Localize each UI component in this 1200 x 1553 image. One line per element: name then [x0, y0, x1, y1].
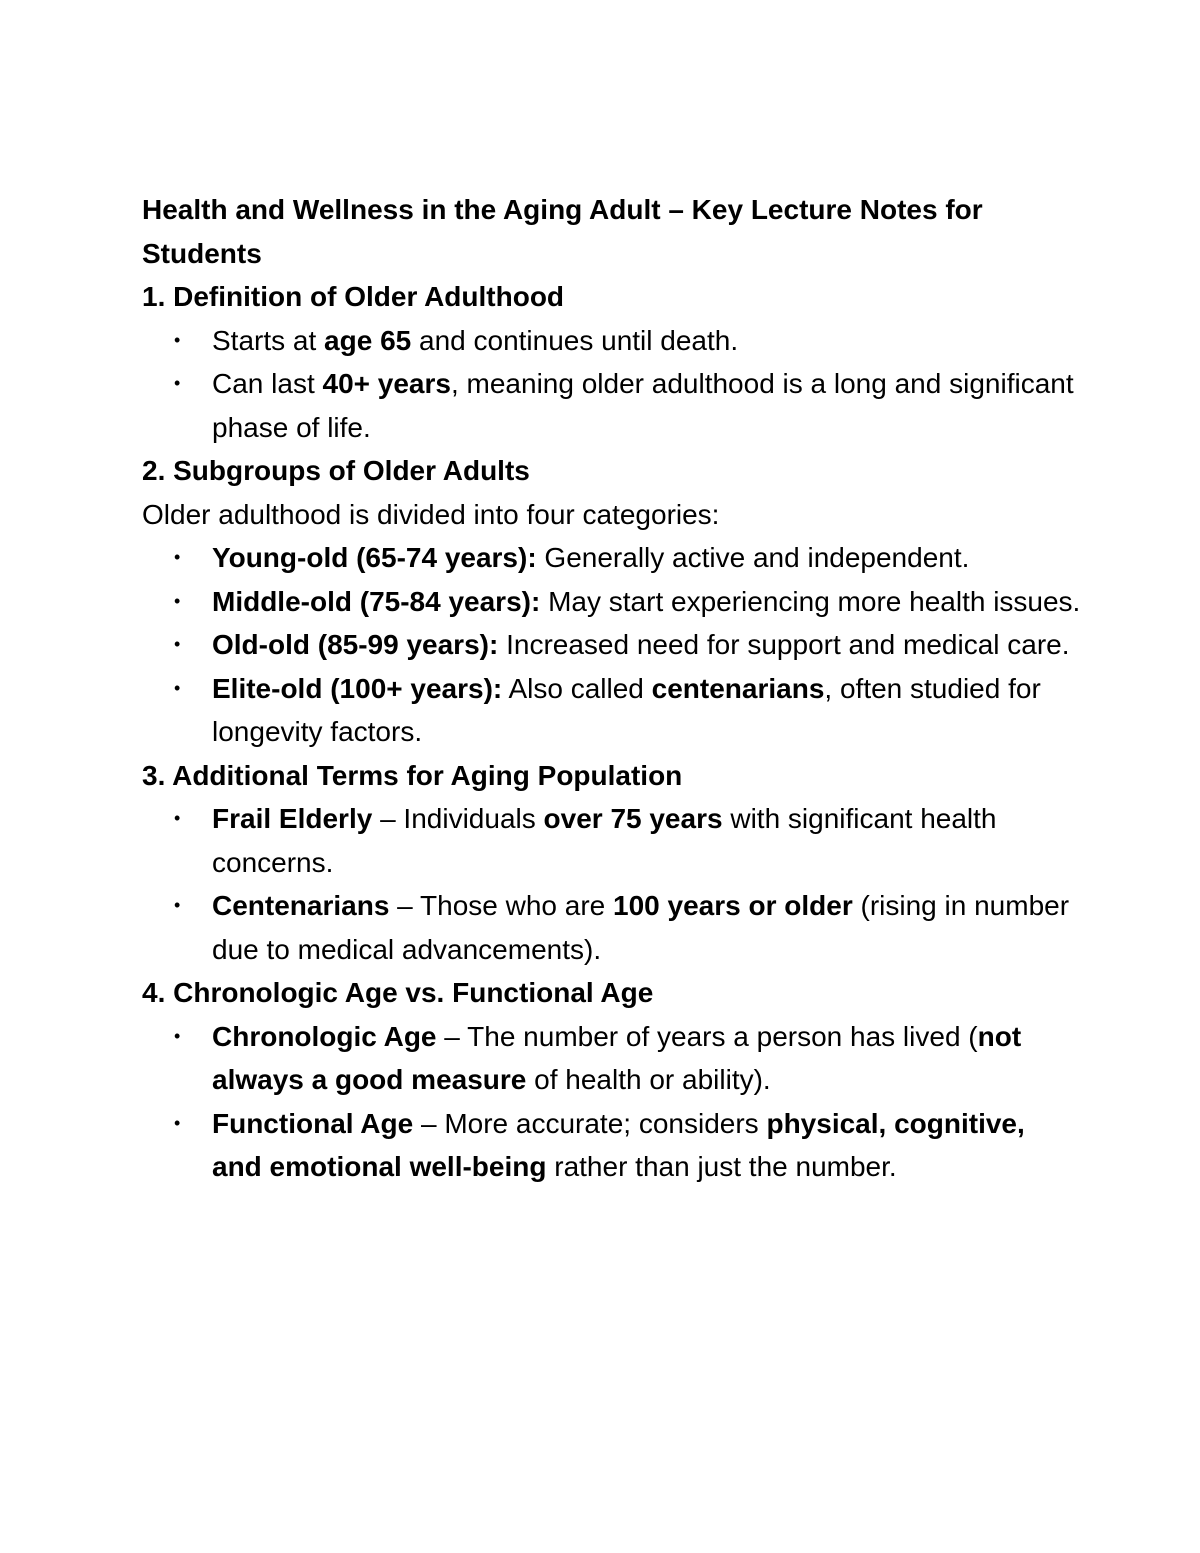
bold-text: Young-old (65-74 years): — [212, 542, 537, 573]
bold-text: physical, cognitive, and emotional well-being — [212, 1107, 1025, 1182]
bold-text: Chronologic Age — [212, 1020, 437, 1052]
section-intro: Older adulthood is divided into four categories: — [142, 498, 720, 530]
bold-text: over 75 years — [543, 803, 723, 834]
bullet-list — [142, 536, 1082, 754]
bold-text: Frail Elderly — [212, 803, 373, 834]
bullet-icon: • — [174, 373, 181, 393]
document-title: Health and Wellness in the Aging Adult – Key Lecture Notes for Students — [142, 194, 983, 269]
bullet-list — [142, 797, 1082, 971]
item-text: Also called — [502, 672, 652, 704]
bold-text: centenarians — [651, 672, 825, 704]
bold-text: age 65 — [324, 324, 412, 356]
bullet-list — [142, 319, 1082, 450]
list-item — [142, 1015, 1082, 1102]
list-item — [142, 1102, 1082, 1189]
list-item — [142, 319, 1082, 363]
list-item — [142, 623, 1082, 667]
bullet-icon: • — [174, 547, 181, 567]
section-heading: 4. Chronologic Age vs. Functional Age — [142, 977, 654, 1008]
bullet-icon: • — [174, 329, 181, 350]
item-text: with significant health concerns. — [212, 803, 997, 878]
section-heading: 3. Additional Terms for Aging Population — [142, 759, 683, 791]
item-text: Increased need for support and medical care. — [498, 629, 1070, 660]
bullet-icon: • — [174, 590, 181, 611]
bold-text: Functional Age — [212, 1107, 414, 1139]
item-text: – The number of years a person has lived ( — [436, 1020, 978, 1052]
bullet-icon: • — [174, 634, 181, 654]
item-text: rather than just the number. — [546, 1151, 897, 1182]
list-item — [142, 797, 1082, 884]
document-body — [142, 188, 1082, 1189]
list-item — [142, 884, 1082, 971]
bullet-list — [142, 1015, 1082, 1189]
bullet-icon: • — [174, 1025, 181, 1046]
bold-text: not always a good measure — [212, 1020, 1022, 1095]
item-text: (rising in number due to medical advancements). — [212, 890, 1070, 965]
item-text: and continues until death. — [411, 324, 739, 356]
item-text: – More accurate; considers — [413, 1107, 767, 1139]
item-text: , often studied for longevity factors. — [212, 672, 1041, 747]
bold-text: Centenarians — [212, 890, 390, 921]
bold-text: Middle-old (75-84 years): — [212, 585, 541, 617]
item-text: May start experiencing more health issues. — [540, 585, 1081, 617]
sections-container — [142, 275, 1082, 1189]
item-text: – Individuals — [372, 803, 544, 834]
bold-text: 100 years or older — [613, 890, 853, 921]
item-text: Generally active and independent. — [536, 542, 970, 573]
item-text: , meaning older adulthood is a long and significant phase of life. — [212, 368, 1074, 443]
item-text: – Those who are — [389, 890, 614, 921]
bold-text: Old-old (85-99 years): — [212, 629, 499, 660]
section-heading: 2. Subgroups of Older Adults — [142, 455, 530, 486]
list-item — [142, 536, 1082, 580]
bullet-icon: • — [174, 677, 181, 698]
list-item — [142, 580, 1082, 624]
bullet-icon: • — [174, 1112, 181, 1133]
list-item — [142, 667, 1082, 754]
item-text: Can last — [212, 368, 323, 399]
bold-text: 40+ years — [322, 368, 451, 399]
item-text: Starts at — [212, 324, 325, 356]
bullet-icon: • — [174, 895, 181, 915]
section-heading: 1. Definition of Older Adulthood — [142, 281, 565, 312]
item-text: of health or ability). — [526, 1064, 771, 1095]
bullet-icon: • — [174, 808, 181, 828]
list-item — [142, 362, 1082, 449]
bold-text: Elite-old (100+ years): — [212, 672, 503, 704]
